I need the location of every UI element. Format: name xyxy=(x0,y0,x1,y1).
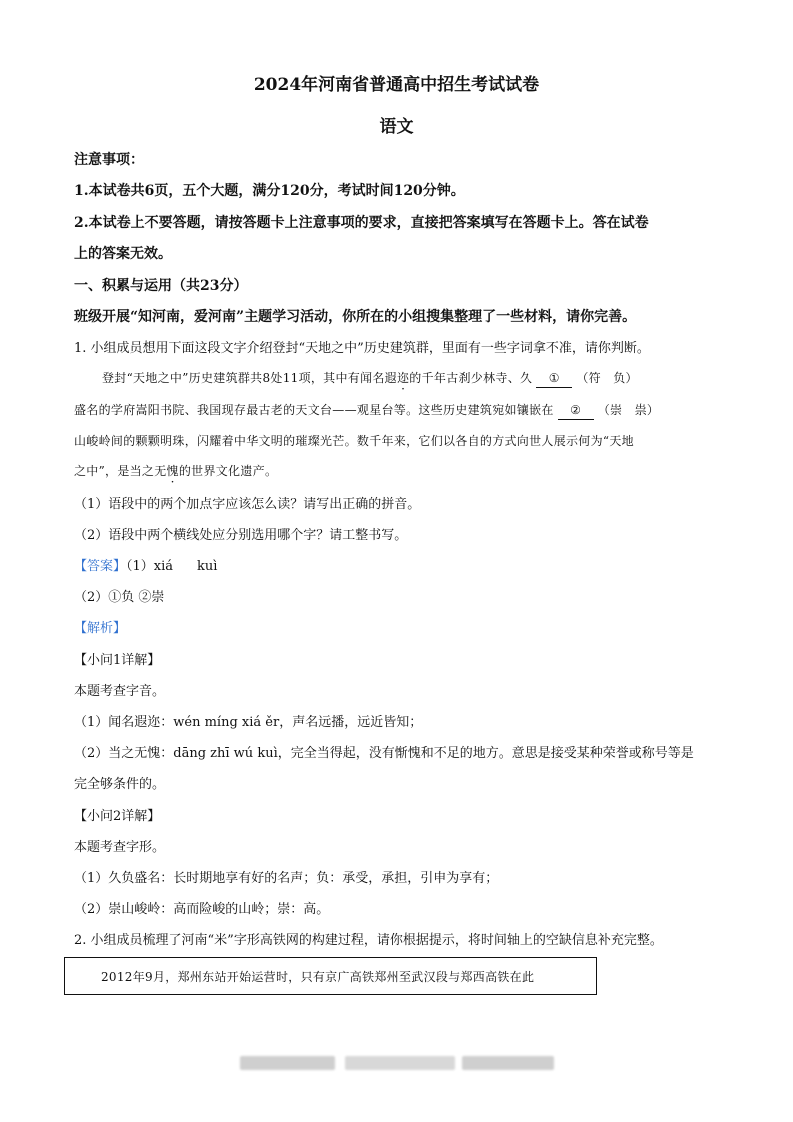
detail-1-b-line-2: 完全够条件的。 xyxy=(74,777,166,792)
passage-line-4 xyxy=(74,462,277,480)
watermark-blur xyxy=(345,1056,455,1070)
detail-2-b: （2）崇山峻岭：高而险峻的山岭；崇：高。 xyxy=(74,902,330,917)
detail-2-intro: 本题考查字形。 xyxy=(74,840,166,855)
passage-line-3: 山峻岭间的颗颗明珠，闪耀着中华文明的璀璨光芒。数千年来，它们以各自的方式向世人展示何为“天地 xyxy=(74,434,634,448)
passage-text: 之中”，是当之无 xyxy=(74,464,167,478)
watermark-blur xyxy=(240,1056,335,1070)
detail-2-a: （1）久负盛名：长时期地享有好的名声；负：承受，承担，引申为享有； xyxy=(74,871,499,886)
answer-2: （2）①负 ②崇 xyxy=(74,590,165,605)
sub-question-2: （2）语段中两个横线处应分别选用哪个字？请工整书写。 xyxy=(74,528,408,543)
notice-item-1: 1.本试卷共6页，五个大题，满分120分，考试时间120分钟。 xyxy=(74,183,465,199)
page-title: 2024年河南省普通高中招生考试试卷 xyxy=(253,75,540,95)
dotted-char: 迩 xyxy=(396,371,410,385)
analysis-label: 【解析】 xyxy=(74,621,127,636)
subject-title: 语文 xyxy=(379,117,414,137)
notice-item-2-line-2: 上的答案无效。 xyxy=(74,246,172,262)
watermark-blur xyxy=(462,1056,554,1070)
section-1-heading: 一、积累与运用（共23分） xyxy=(74,278,248,294)
dotted-char: 愧 xyxy=(166,464,179,478)
passage-line-1 xyxy=(102,369,638,388)
answer-line-1 xyxy=(74,558,217,576)
notice-heading: 注意事项： xyxy=(74,152,144,168)
detail-1-intro: 本题考查字音。 xyxy=(74,684,166,699)
hint-2: （崇 祟） xyxy=(597,403,660,417)
blank-1: ① xyxy=(536,369,572,388)
passage-line-2 xyxy=(74,401,659,420)
section-1-intro: 班级开展“知河南，爱河南”主题学习活动，你所在的小组搜集整理了一些材料，请你完善。 xyxy=(74,309,637,325)
detail-2-label: 【小问2详解】 xyxy=(74,809,161,824)
detail-1-b-line-1: （2）当之无愧：dāng zhī wú kuì，完全当得起，没有惭愧和不足的地方。意思是接受某种荣誉或称号等是 xyxy=(74,746,694,761)
passage-text: 的世界文化遗产。 xyxy=(178,464,278,478)
detail-1-a: （1）闻名遐迩：wén míng xiá ěr，声名远播，远近皆知； xyxy=(74,715,423,730)
timeline-box xyxy=(64,957,597,995)
answer-1b: kuì xyxy=(197,559,218,574)
timeline-box-text: 2012年9月，郑州东站开始运营时，只有京广高铁郑州至武汉段与郑西高铁在此 xyxy=(101,970,535,984)
hint-1: （符 负） xyxy=(576,371,638,385)
passage-text: 的千年古刹少林寺、久 xyxy=(409,371,533,385)
passage-text: 登封“天地之中”历史建筑群共8处11项，其中有闻名遐 xyxy=(102,371,397,385)
blank-2: ② xyxy=(558,401,594,420)
answer-1a: （1）xiá xyxy=(126,559,174,574)
sub-question-1: （1）语段中的两个加点字应该怎么读？请写出正确的拼音。 xyxy=(74,497,421,512)
notice-item-2-line-1: 2.本试卷上不要答题，请按答题卡上注意事项的要求，直接把答案填写在答题卡上。答在试卷 xyxy=(74,215,649,231)
question-2-stem: 2. 小组成员梳理了河南“米”字形高铁网的构建过程，请你根据提示，将时间轴上的空缺信息补充完整。 xyxy=(74,933,663,948)
answer-label: 【答案】 xyxy=(74,559,127,574)
detail-1-label: 【小问1详解】 xyxy=(74,653,161,668)
passage-text: 盛名的学府嵩阳书院、我国现存最古老的天文台——观星台等。这些历史建筑宛如镶嵌在 xyxy=(74,403,554,417)
question-1-stem: 1. 小组成员想用下面这段文字介绍登封“天地之中”历史建筑群，里面有一些字词拿不准，请你判断。 xyxy=(74,341,650,356)
